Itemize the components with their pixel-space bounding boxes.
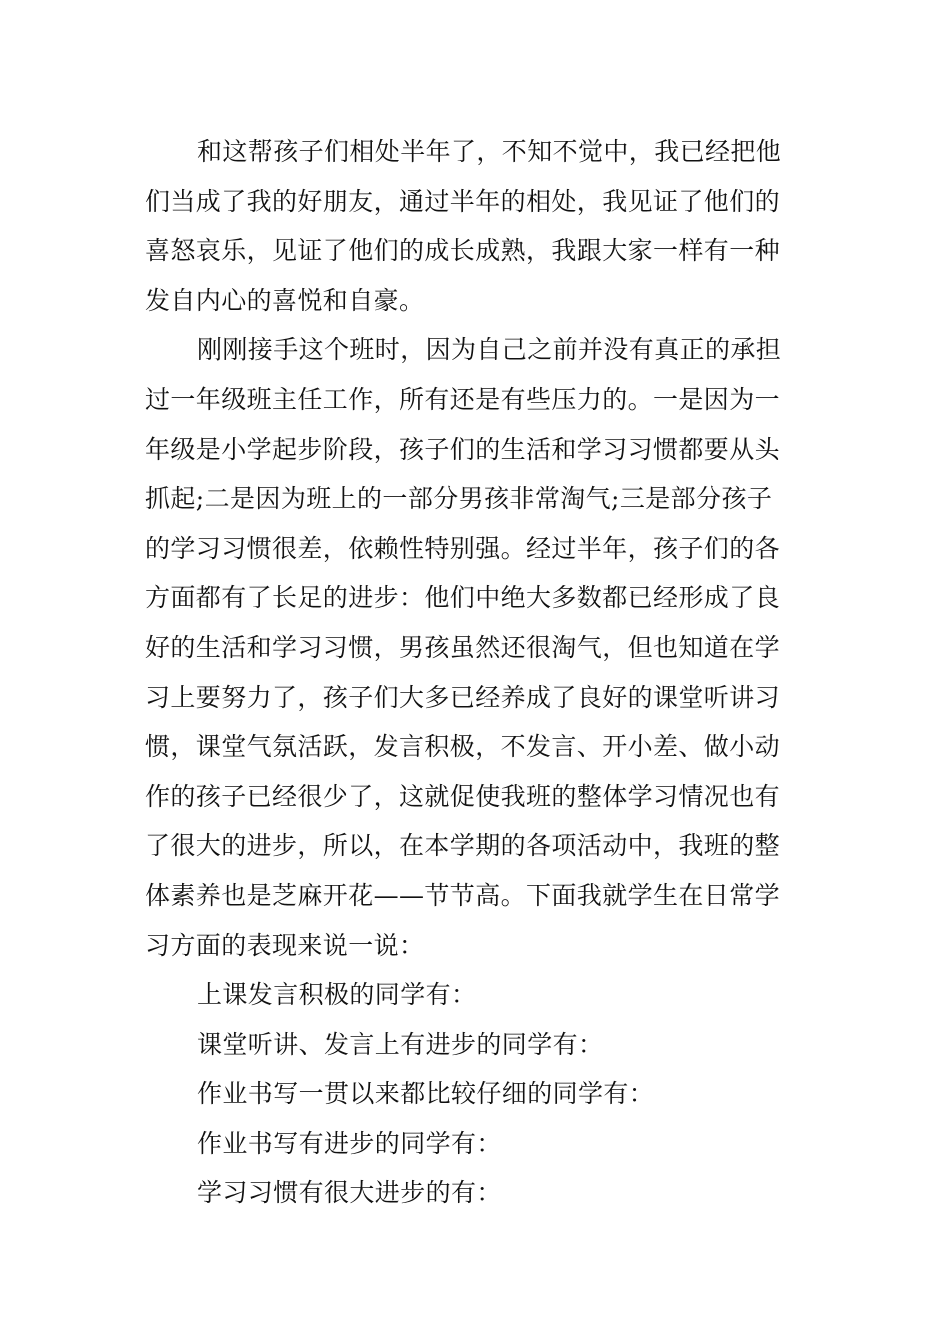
paragraph-line: 方面都有了长足的进步：他们中绝大多数都已经形成了良 [145,583,781,613]
paragraph-line: 抓起;二是因为班上的一部分男孩非常淘气;三是部分孩子 [145,484,773,514]
paragraph-line: 作的孩子已经很少了，这就促使我班的整体学习情况也有 [145,781,781,811]
paragraph-line: 惯，课堂气氛活跃，发言积极，不发言、开小差、做小动 [145,732,781,762]
paragraph-line: 的学习习惯很差，依赖性特别强。经过半年，孩子们的各 [145,533,781,563]
paragraph-line: 体素养也是芝麻开花——节节高。下面我就学生在日常学 [145,880,781,910]
paragraph-line: 习方面的表现来说一说： [145,930,425,960]
paragraph-1 [145,127,810,325]
paragraph-line: 喜怒哀乐，见证了他们的成长成熟，我跟大家一样有一种 [145,236,781,266]
list-item: 作业书写有进步的同学有： [197,1128,502,1158]
paragraph-line: 年级是小学起步阶段，孩子们的生活和学习习惯都要从头 [145,434,781,464]
document-body [145,127,810,1218]
paragraph-line: 发自内心的喜悦和自豪。 [145,285,425,315]
list-item: 上课发言积极的同学有： [197,980,477,1010]
paragraph-line: 刚刚接手这个班时，因为自己之前并没有真正的承担 [197,335,782,365]
paragraph-line: 过一年级班主任工作，所有还是有些压力的。一是因为一 [145,384,781,414]
paragraph-line: 习上要努力了，孩子们大多已经养成了良好的课堂听讲习 [145,682,781,712]
paragraph-line: 了很大的进步，所以，在本学期的各项活动中，我班的整 [145,831,781,861]
paragraph-2 [145,325,810,970]
list-item: 课堂听讲、发言上有进步的同学有： [197,1029,604,1059]
student-category-list [145,970,810,1218]
paragraph-line: 好的生活和学习习惯，男孩虽然还很淘气，但也知道在学 [145,632,781,662]
paragraph-line: 们当成了我的好朋友，通过半年的相处，我见证了他们的 [145,186,781,216]
list-item: 作业书写一贯以来都比较仔细的同学有： [197,1079,655,1109]
paragraph-line: 和这帮孩子们相处半年了，不知不觉中，我已经把他 [197,137,782,166]
list-item: 学习习惯有很大进步的有： [197,1178,502,1208]
